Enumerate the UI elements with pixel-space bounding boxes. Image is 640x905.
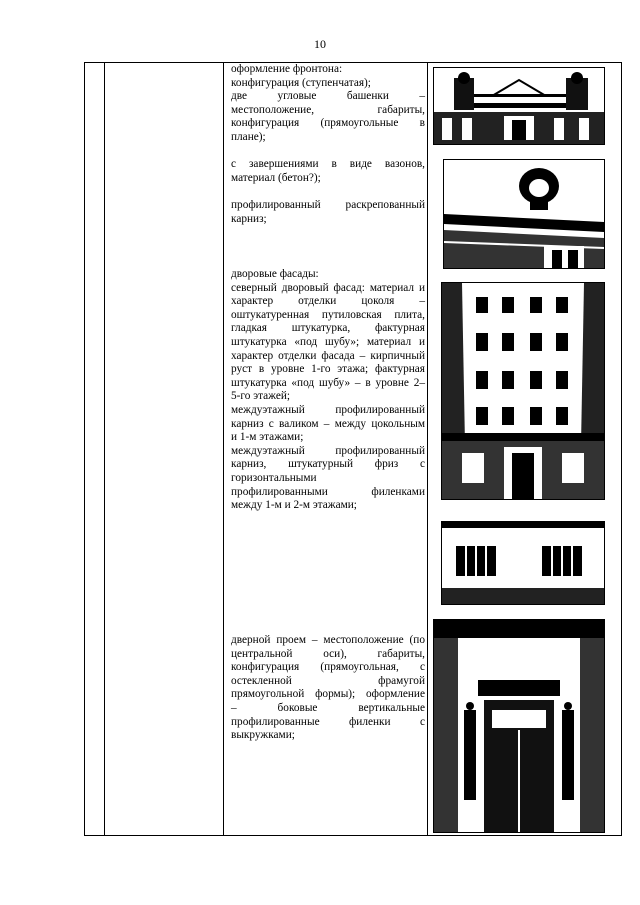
courtyard-line: 5-го этажей; [231,390,291,403]
door-line: – боковые вертикальные [231,701,425,714]
door-line: центральной оси), габариты, [231,647,425,660]
pediment-line: местоположение, габариты, [231,103,425,116]
courtyard-line: междуэтажный профилированный [231,403,425,416]
features-table [84,62,622,836]
courtyard-line: северный дворовый фасад: материал и [231,281,425,294]
door-line: остекленной фрамугой [231,674,425,687]
courtyard-line: руст в уровне 1-го этажа; фактурная [231,363,425,376]
pediment-photo [433,67,605,145]
cornice-line: карниз; [231,212,267,225]
door-line: дверной проем – местоположение (по [231,634,425,646]
text-pediment [231,63,425,145]
courtyard-line: штукатурка «под шубу»; материал и [231,335,425,348]
column-divider-1 [104,63,105,835]
pediment-line: плане); [231,130,266,143]
courtyard-line: оштукатуренная путиловская плита, [231,308,425,321]
courtyard-line: характер отделки цоколя – [231,295,425,308]
pediment-line: конфигурация (ступенчатая); [231,76,371,89]
courtyard-line: характер отделки фасада – кирпичный [231,349,425,362]
courtyard-line: дворовые фасады: [231,268,319,280]
pediment-line: оформление фронтона: [231,63,343,75]
column-divider-2 [223,63,224,835]
door-line: конфигурация (прямоугольная, с [231,661,425,674]
courtyard-line: между 1-м и 2-м этажами; [231,499,357,512]
courtyard-line: профилированными филенками [231,485,425,498]
vases-line: материал (бетон?); [231,171,321,184]
column-divider-3 [427,63,428,835]
vases-line: с завершениями в виде вазонов, [231,158,425,170]
courtyard-line: карниз, штукатурный фриз с [231,458,425,471]
text-door-opening [231,634,425,743]
courtyard-line: штукатурка «под шубу» – в уровне 2– [231,376,425,389]
door-opening-photo [433,619,605,833]
window-detail-photo [441,521,605,605]
courtyard-line: карниз с валиком – между цокольным [231,417,425,430]
courtyard-line: и 1-м этажами; [231,431,304,444]
door-line: прямоугольной формы); оформление [231,688,425,701]
courtyard-facade-photo [441,282,605,500]
vase-cornice-photo [443,159,605,269]
page-number: 10 [314,37,326,51]
courtyard-line: междуэтажный профилированный [231,444,425,457]
text-vases [231,158,425,185]
text-courtyard-facades [231,268,425,513]
pediment-line: две угловые башенки – [231,90,425,103]
door-line: профилированные филенки с [231,715,425,728]
cornice-line: профилированный раскрепованный [231,199,425,211]
pediment-line: конфигурация (прямоугольные в [231,117,425,130]
door-line: выкружками; [231,729,295,742]
text-cornice [231,199,425,226]
courtyard-line: горизонтальными [231,471,317,484]
courtyard-line: гладкая штукатурка, фактурная [231,322,425,335]
